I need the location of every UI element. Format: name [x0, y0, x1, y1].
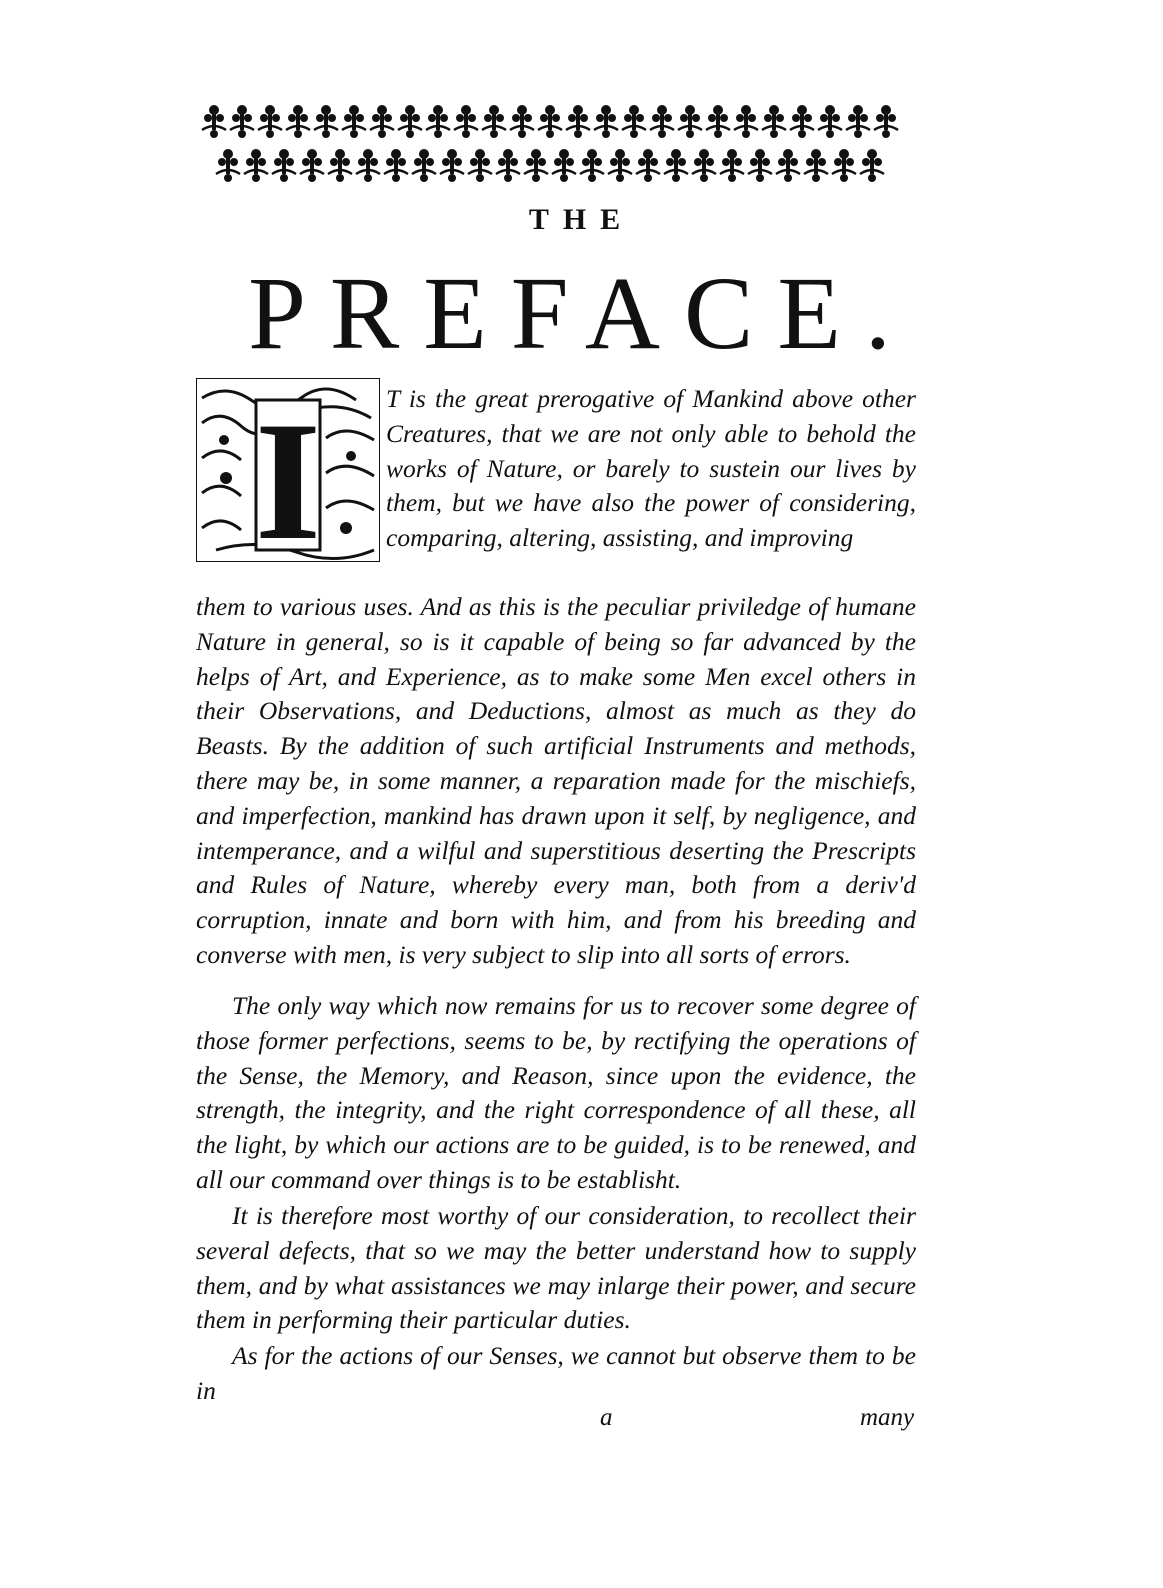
heading-the: THE: [528, 203, 635, 236]
paragraph-4: As for the actions of our Senses, we cannot but observe them to be in: [196, 1341, 916, 1405]
dropcap-letter: I: [254, 387, 322, 562]
decorated-initial: [196, 378, 380, 562]
ornamental-headpiece: [200, 100, 916, 186]
heading-preface: PREFACE.: [248, 256, 915, 371]
paragraph-3: It is therefore most worthy of our consideration, to recollect their several defects, that so we may the better understand how to supply them, and by what assistances we may inlarge their power, and secure them in performing their particular duties.: [196, 1201, 916, 1335]
catchword: many: [860, 1404, 915, 1431]
paragraph-1: them to various uses. And as this is the peculiar priviledge of humane Nature in general, so is it capable of being so far advanced by the helps of Art, and Experience, as to make some Men excel others in their Observations, and Deductions, almost as much as they do Beasts. By the addition of such artificial Instruments and methods, there may be, in some manner, a reparation made for the mischiefs, and imperfection, mankind has drawn upon it self, by negligence, and intemperance, and a wilful and superstitious deserting the Prescripts and Rules of Nature, whereby every man, both from a deriv'd corruption, innate and born with him, and from his breeding and converse with men, is very subject to slip into all sorts of errors.: [196, 592, 916, 969]
decorated-initial-artwork: [196, 378, 380, 562]
paragraph-2: The only way which now remains for us to recover some degree of those former perfections, seems to be, by rectifying the operations of the Sense, the Memory, and Reason, since upon the evidence, the strength, the integrity, and the right correspondence of all these, all the light, by which our actions are to be guided, is to be renewed, and all our command over things is to be establisht.: [196, 991, 916, 1194]
signature-mark: a: [600, 1404, 613, 1431]
paragraph-1-opening: T is the great prerogative of Mankind above other Creatures, that we are not only able to behold the works of Nature, or barely to sustein our lives by them, but we have also the power of considering, comparing, altering, assisting, and improving: [386, 384, 916, 553]
